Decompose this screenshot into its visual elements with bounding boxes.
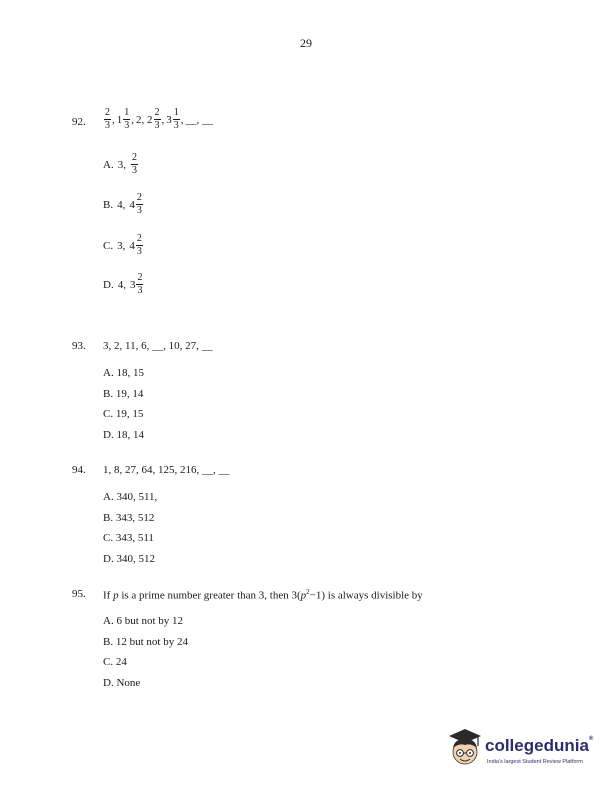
- option-label: A.: [103, 158, 114, 171]
- term-whole: 1: [116, 113, 123, 126]
- option-label: D.: [103, 278, 114, 291]
- q93-option-c[interactable]: C. 19, 15: [103, 408, 144, 420]
- q93-option-d[interactable]: D. 18, 14: [103, 429, 144, 441]
- term-fraction: [154, 108, 161, 131]
- term-fraction-denominator: 3: [124, 120, 130, 131]
- sequence-term: [136, 108, 164, 131]
- sequence-term: [117, 108, 134, 131]
- option-second-value: [130, 153, 139, 176]
- term-whole: 2, 2: [136, 113, 153, 126]
- q94-option-d[interactable]: D. 340, 512: [103, 553, 155, 565]
- option-fraction-numerator: 2: [136, 192, 142, 203]
- q95-option-d[interactable]: D. None: [103, 677, 141, 689]
- q92-option-a[interactable]: [103, 153, 139, 176]
- sequence-blanks: __, __: [185, 113, 213, 126]
- option-label: B.: [103, 198, 114, 211]
- option-first-value: 3,: [117, 158, 126, 171]
- option-whole: 4: [129, 239, 135, 252]
- term-fraction: [123, 108, 130, 131]
- question-92-number: 92.: [72, 116, 86, 128]
- term-fraction-numerator: 2: [154, 107, 160, 118]
- term-fraction-numerator: 2: [105, 107, 110, 118]
- q94-option-a[interactable]: A. 340, 511,: [103, 491, 158, 503]
- q95-option-a[interactable]: A. 6 but not by 12: [103, 615, 184, 627]
- term-fraction-numerator: 1: [124, 107, 130, 118]
- option-fraction: [136, 273, 143, 296]
- question-94-text: 1, 8, 27, 64, 125, 216, __, __: [103, 464, 230, 476]
- option-first-value: 3,: [117, 239, 126, 252]
- question-95-text: If p is a prime number greater than 3, then $3(p^2-1)$ is always divisible by: [103, 588, 423, 602]
- option-fraction-numerator: 2: [136, 233, 142, 244]
- term-separator: ,: [131, 113, 134, 126]
- term-fraction-denominator: 3: [173, 120, 179, 131]
- option-whole: 3: [129, 278, 136, 291]
- option-label: C.: [103, 239, 114, 252]
- question-92-sequence: [103, 106, 215, 131]
- q92-option-b[interactable]: [103, 193, 144, 216]
- question-94-number: 94.: [72, 464, 86, 476]
- q92-option-d[interactable]: [103, 273, 144, 296]
- sequence-term: [166, 108, 183, 131]
- term-separator: ,: [112, 113, 115, 126]
- mascot-icon: [445, 726, 485, 774]
- q95-option-c[interactable]: C. 24: [103, 656, 127, 668]
- option-fraction-denominator: 3: [136, 205, 142, 216]
- option-second-value: [130, 273, 145, 296]
- page-number: 29: [300, 36, 312, 50]
- question-93-number: 93.: [72, 340, 86, 352]
- q93-option-a[interactable]: A. 18, 15: [103, 367, 144, 379]
- option-fraction-denominator: 3: [136, 246, 142, 257]
- option-first-value: 4,: [117, 198, 126, 211]
- option-fraction-denominator: 3: [131, 165, 137, 176]
- brand-tagline: India's largest Student Review Platform: [487, 759, 583, 765]
- option-second-value: [129, 234, 144, 257]
- term-fraction-denominator: 3: [105, 120, 110, 131]
- question-95-number: 95.: [72, 588, 86, 600]
- term-fraction-numerator: 1: [173, 107, 179, 118]
- term-separator: ,: [161, 113, 165, 126]
- q95-option-b[interactable]: B. 12 but not by 24: [103, 636, 188, 648]
- q93-option-b[interactable]: B. 19, 14: [103, 388, 144, 400]
- option-fraction-denominator: 3: [137, 285, 143, 296]
- option-fraction: [136, 193, 143, 216]
- q94-option-c[interactable]: C. 343, 511: [103, 532, 154, 544]
- collegedunia-logo: [445, 726, 605, 776]
- question-93-text: 3, 2, 11, 6, __, 10, 27, __: [103, 340, 213, 352]
- option-second-value: [129, 193, 144, 216]
- option-fraction: [131, 153, 138, 176]
- option-fraction-numerator: 2: [137, 272, 143, 283]
- q94-option-b[interactable]: B. 343, 512: [103, 512, 155, 524]
- term-fraction: [104, 108, 111, 131]
- option-fraction: [136, 234, 143, 257]
- term-fraction-denominator: 3: [154, 120, 160, 131]
- term-whole: 3: [166, 113, 172, 126]
- sequence-term: [103, 108, 115, 131]
- option-fraction-numerator: 2: [131, 152, 137, 163]
- brand-name: collegedunia®: [485, 736, 594, 755]
- term-fraction: [173, 108, 180, 131]
- q92-option-c[interactable]: [103, 234, 144, 257]
- option-whole: 4: [129, 198, 135, 211]
- term-separator: ,: [180, 113, 184, 126]
- option-first-value: 4,: [117, 278, 126, 291]
